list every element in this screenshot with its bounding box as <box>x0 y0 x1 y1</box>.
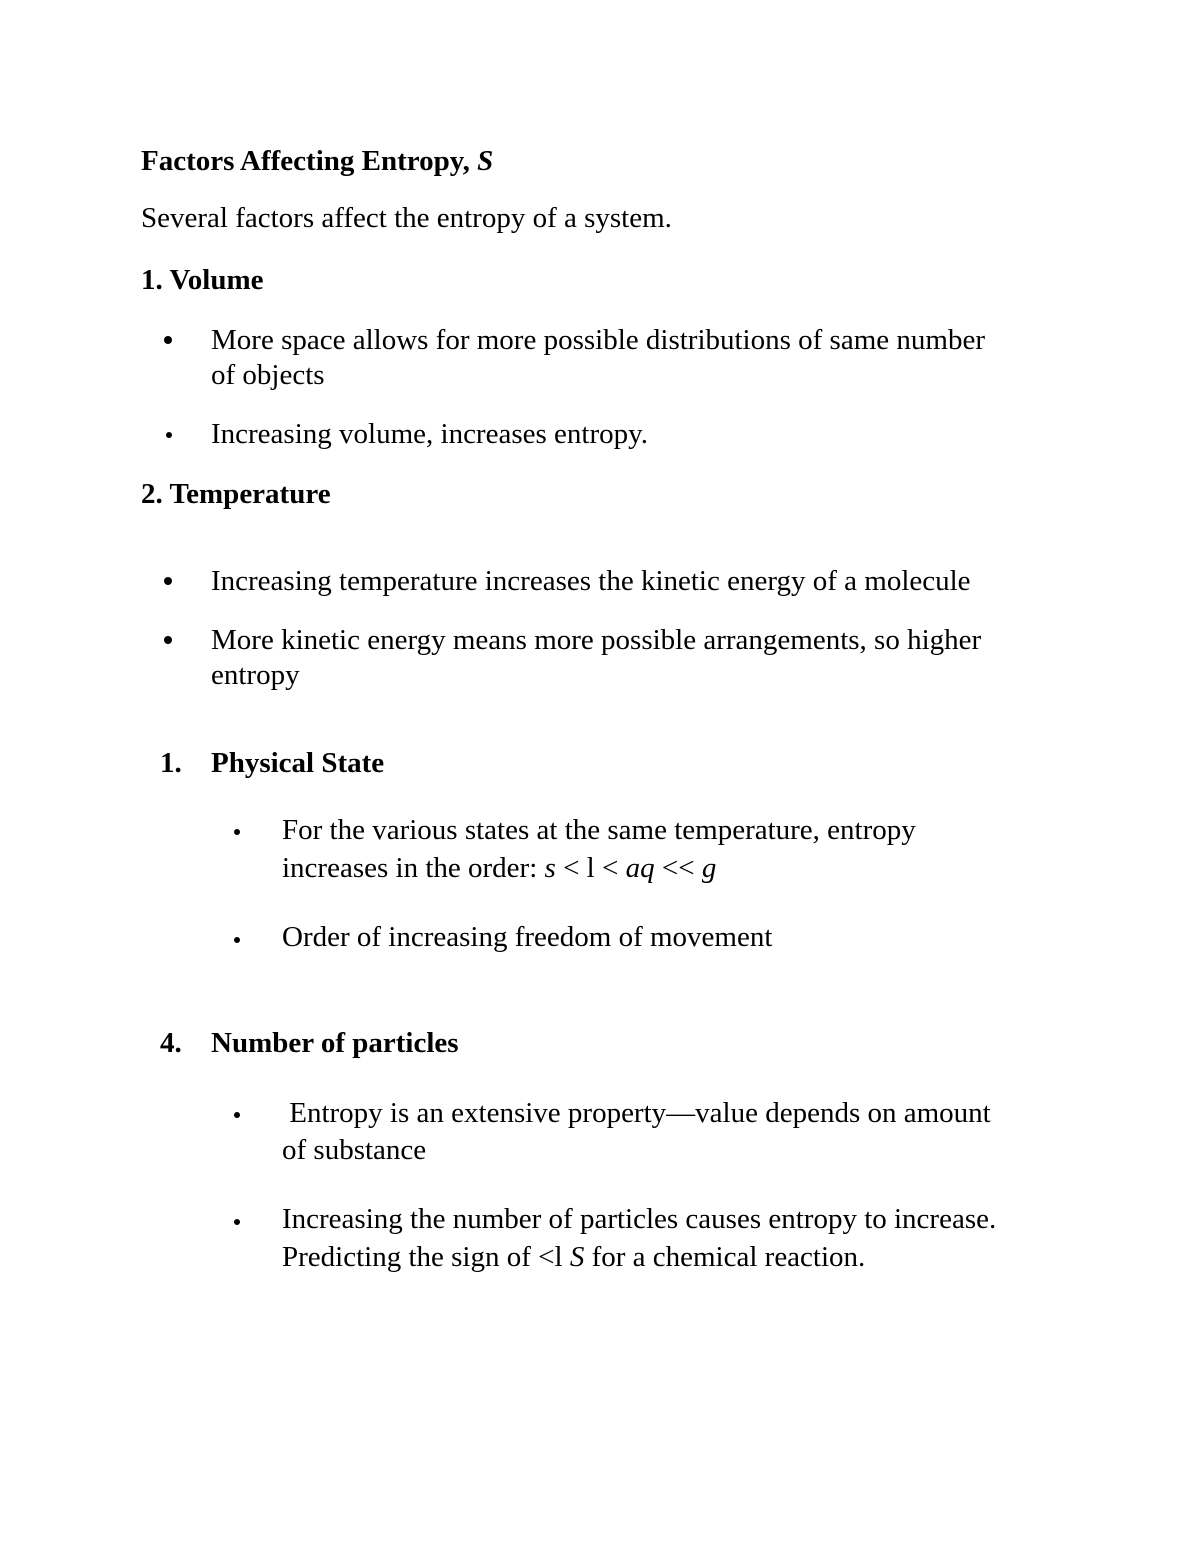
section-heading-physical-state: Physical State <box>211 747 385 779</box>
volume-bullet-1-line-2: of objects <box>211 359 325 391</box>
bullet-icon <box>234 1219 240 1225</box>
section-number-physical-state: 1. <box>160 747 182 779</box>
predicting-suffix: for a chemical reaction. <box>584 1241 866 1273</box>
title-symbol: S <box>477 145 494 177</box>
particles-bullet-2-line-2 <box>282 1239 865 1275</box>
state-solid: s <box>544 852 556 884</box>
bullet-icon <box>164 336 172 344</box>
physical-state-bullet-1-line-1: For the various states at the same temperature, entropy <box>282 814 916 846</box>
less-than-sign: < <box>594 852 626 884</box>
state-aqueous: aq <box>625 852 655 884</box>
particles-bullet-2-line-1: Increasing the number of particles causes entropy to increase. <box>282 1203 997 1235</box>
bullet-icon <box>234 937 240 943</box>
section-heading-volume: 1. Volume <box>141 264 264 296</box>
much-less-than-sign: << <box>654 852 702 884</box>
temperature-bullet-2-line-2: entropy <box>211 659 300 691</box>
temperature-bullet-2-line-1: More kinetic energy means more possible arrangements, so higher <box>211 624 982 656</box>
section-number-particles: 4. <box>160 1027 182 1059</box>
bullet-icon <box>164 636 172 644</box>
physical-state-bullet-1-line-2 <box>282 850 716 886</box>
volume-bullet-2: Increasing volume, increases entropy. <box>211 418 648 450</box>
volume-bullet-1-line-1: More space allows for more possible distributions of same number <box>211 324 985 356</box>
state-liquid: l <box>586 852 595 884</box>
state-gas: g <box>701 852 717 884</box>
title-text: Factors Affecting Entropy, <box>141 145 478 177</box>
physical-state-bullet-2: Order of increasing freedom of movement <box>282 921 773 953</box>
particles-bullet-1-line-2: of substance <box>282 1134 427 1166</box>
less-than-sign: < <box>555 852 587 884</box>
bullet-icon <box>166 432 172 438</box>
intro-text: Several factors affect the entropy of a system. <box>141 202 672 234</box>
section-heading-temperature: 2. Temperature <box>141 478 331 510</box>
bullet-icon <box>234 1112 240 1118</box>
entropy-symbol: S <box>569 1241 585 1273</box>
bullet-icon <box>234 829 240 835</box>
delta-glyph: <l <box>538 1241 570 1273</box>
page-title <box>141 143 493 179</box>
bullet-icon <box>164 577 172 585</box>
predicting-prefix: Predicting the sign of <box>282 1241 539 1273</box>
temperature-bullet-1: Increasing temperature increases the kinetic energy of a molecule <box>211 565 971 597</box>
order-prefix: increases in the order: <box>282 852 545 884</box>
section-heading-particles: Number of particles <box>211 1027 459 1059</box>
particles-bullet-1-line-1: Entropy is an extensive property—value depends on amount <box>282 1097 991 1129</box>
